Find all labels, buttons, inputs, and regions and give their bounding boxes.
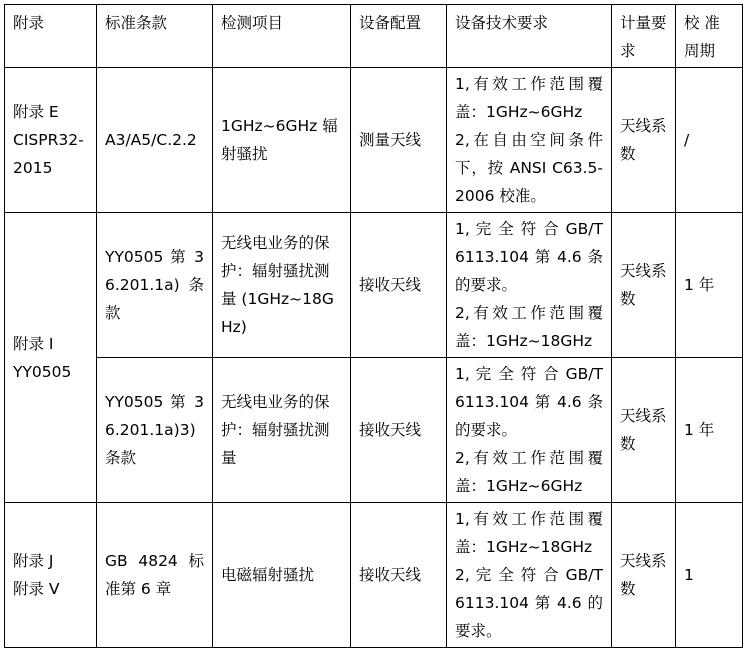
requirements-cell: 1, 完 全 符 合 GB/T6113.104 第 4.6 条的要求。 2,有效工作范围覆盖：1GHz~18GHz	[447, 213, 612, 358]
clause-cell: GB 4824 标准第 6 章	[97, 503, 213, 648]
metrology-cell: 天线系数	[612, 213, 676, 358]
clause-cell: YY0505 第 36.201.1a) 条款	[97, 213, 213, 358]
requirements-cell: 1,有效工作范围覆盖：1GHz~6GHz 2,在自由空间条件下，按 ANSI C63.5-2006 校准。	[447, 68, 612, 213]
table-row	[5, 503, 743, 648]
appendix-cell: 附录 E CISPR32- 2015	[5, 68, 97, 213]
header-cell: 计量要求	[612, 5, 676, 68]
calibration-cycle-cell: /	[676, 68, 743, 213]
header-cell: 附录	[5, 5, 97, 68]
calibration-cycle-cell: 1 年	[676, 358, 743, 503]
metrology-cell: 天线系数	[612, 358, 676, 503]
test-item-cell: 1GHz~6GHz 辐射骚扰	[213, 68, 351, 213]
test-item-cell: 无线电业务的保护：辐射骚扰测量	[213, 358, 351, 503]
equipment-cell: 接收天线	[351, 213, 447, 358]
metrology-cell: 天线系数	[612, 503, 676, 648]
header-cell: 检测项目	[213, 5, 351, 68]
table-row	[5, 68, 743, 213]
table-row	[5, 358, 743, 503]
requirements-cell: 1,有效工作范围覆盖：1GHz~18GHz 2, 完 全 符 合 GB/T6113.104 第 4.6 的要求。	[447, 503, 612, 648]
clause-cell: YY0505 第 36.201.1a)3) 条款	[97, 358, 213, 503]
calibration-cycle-cell: 1	[676, 503, 743, 648]
table-row	[5, 213, 743, 358]
equipment-cell: 测量天线	[351, 68, 447, 213]
equipment-requirements-table	[4, 4, 743, 648]
requirements-cell: 1, 完 全 符 合 GB/T6113.104 第 4.6 条的要求。 2,有效工作范围覆盖：1GHz~6GHz	[447, 358, 612, 503]
appendix-cell: 附录 J 附录 V	[5, 503, 97, 648]
table-header-row	[5, 5, 743, 68]
header-cell: 设备技术要求	[447, 5, 612, 68]
header-cell: 设备配置	[351, 5, 447, 68]
test-item-cell: 电磁辐射骚扰	[213, 503, 351, 648]
equipment-cell: 接收天线	[351, 503, 447, 648]
calibration-cycle-cell: 1 年	[676, 213, 743, 358]
metrology-cell: 天线系数	[612, 68, 676, 213]
clause-cell: A3/A5/C.2.2	[97, 68, 213, 213]
equipment-cell: 接收天线	[351, 358, 447, 503]
header-cell: 标准条款	[97, 5, 213, 68]
test-item-cell: 无线电业务的保护：辐射骚扰测量 (1GHz~18GHz)	[213, 213, 351, 358]
appendix-cell: 附录 I YY0505	[5, 213, 97, 503]
header-cell: 校 准周期	[676, 5, 743, 68]
